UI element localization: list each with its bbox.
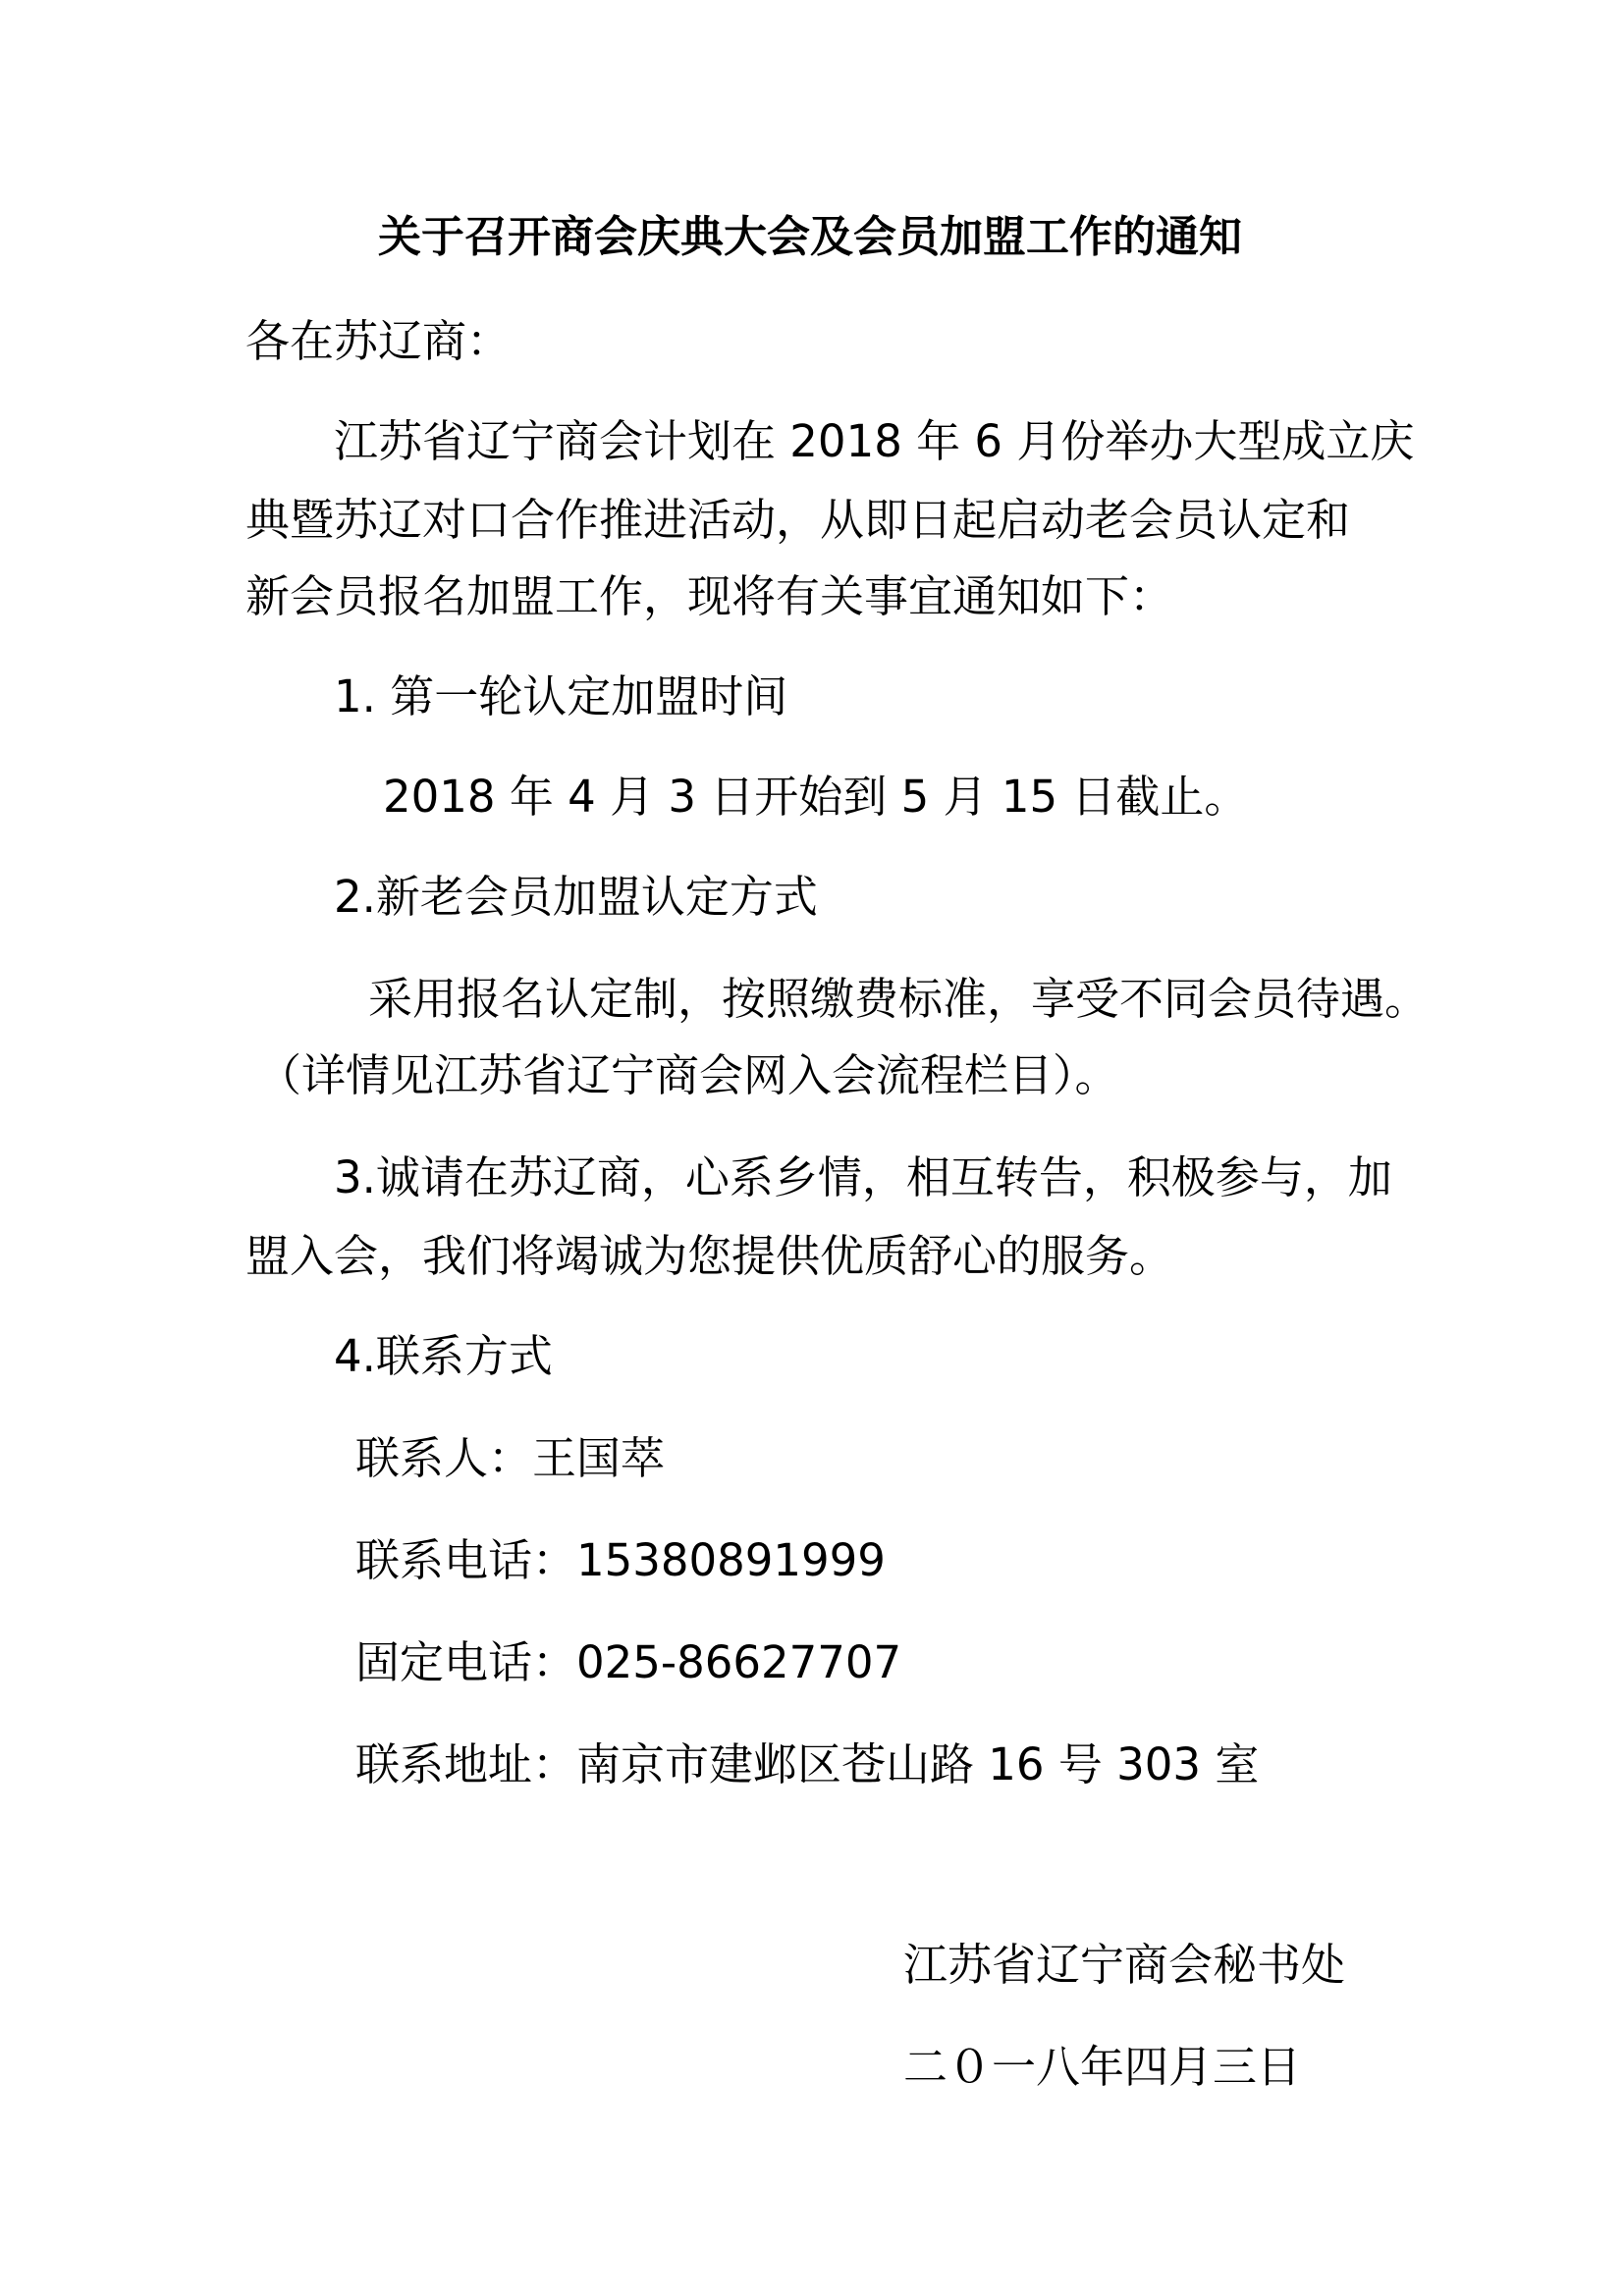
salutation: 各在苏辽商： <box>245 315 512 367</box>
section1-heading: 1. 第一轮认定加盟时间 <box>334 670 788 722</box>
section2-body-line-2: （详情见江苏省辽宁商会网入会流程栏目）。 <box>257 1049 1119 1101</box>
contact-mobile: 联系电话：15380891999 <box>355 1534 886 1586</box>
contact-address: 联系地址：南京市建邺区苍山路 16 号 303 室 <box>355 1738 1260 1790</box>
signature-date: 二０一八年四月三日 <box>903 2041 1302 2093</box>
intro-line-2: 典暨苏辽对口合作推进活动，从即日起启动老会员认定和 <box>245 494 1351 546</box>
section3-line-2: 盟入会，我们将竭诚为您提供优质舒心的服务。 <box>245 1230 1174 1282</box>
section2-body-line-1: 采用报名认定制，按照缴费标准，享受不同会员待遇。 <box>368 973 1430 1025</box>
contact-landline: 固定电话：025-86627707 <box>355 1636 902 1688</box>
signature-org: 江苏省辽宁商会秘书处 <box>903 1939 1346 1991</box>
intro-line-3: 新会员报名加盟工作，现将有关事宜通知如下： <box>245 570 1174 622</box>
contact-person: 联系人：王国萃 <box>355 1432 666 1484</box>
section1-body: 2018 年 4 月 3 日开始到 5 月 15 日截止。 <box>383 771 1249 823</box>
document-title: 关于召开商会庆典大会及会员加盟工作的通知 <box>378 212 1242 262</box>
intro-line-1: 江苏省辽宁商会计划在 2018 年 6 月份举办大型成立庆 <box>334 415 1415 467</box>
section4-heading: 4.联系方式 <box>334 1330 553 1382</box>
section2-heading: 2.新老会员加盟认定方式 <box>334 871 818 923</box>
section3-line-1: 3.诚请在苏辽商，心系乡情，相互转告，积极参与，加 <box>334 1151 1392 1203</box>
